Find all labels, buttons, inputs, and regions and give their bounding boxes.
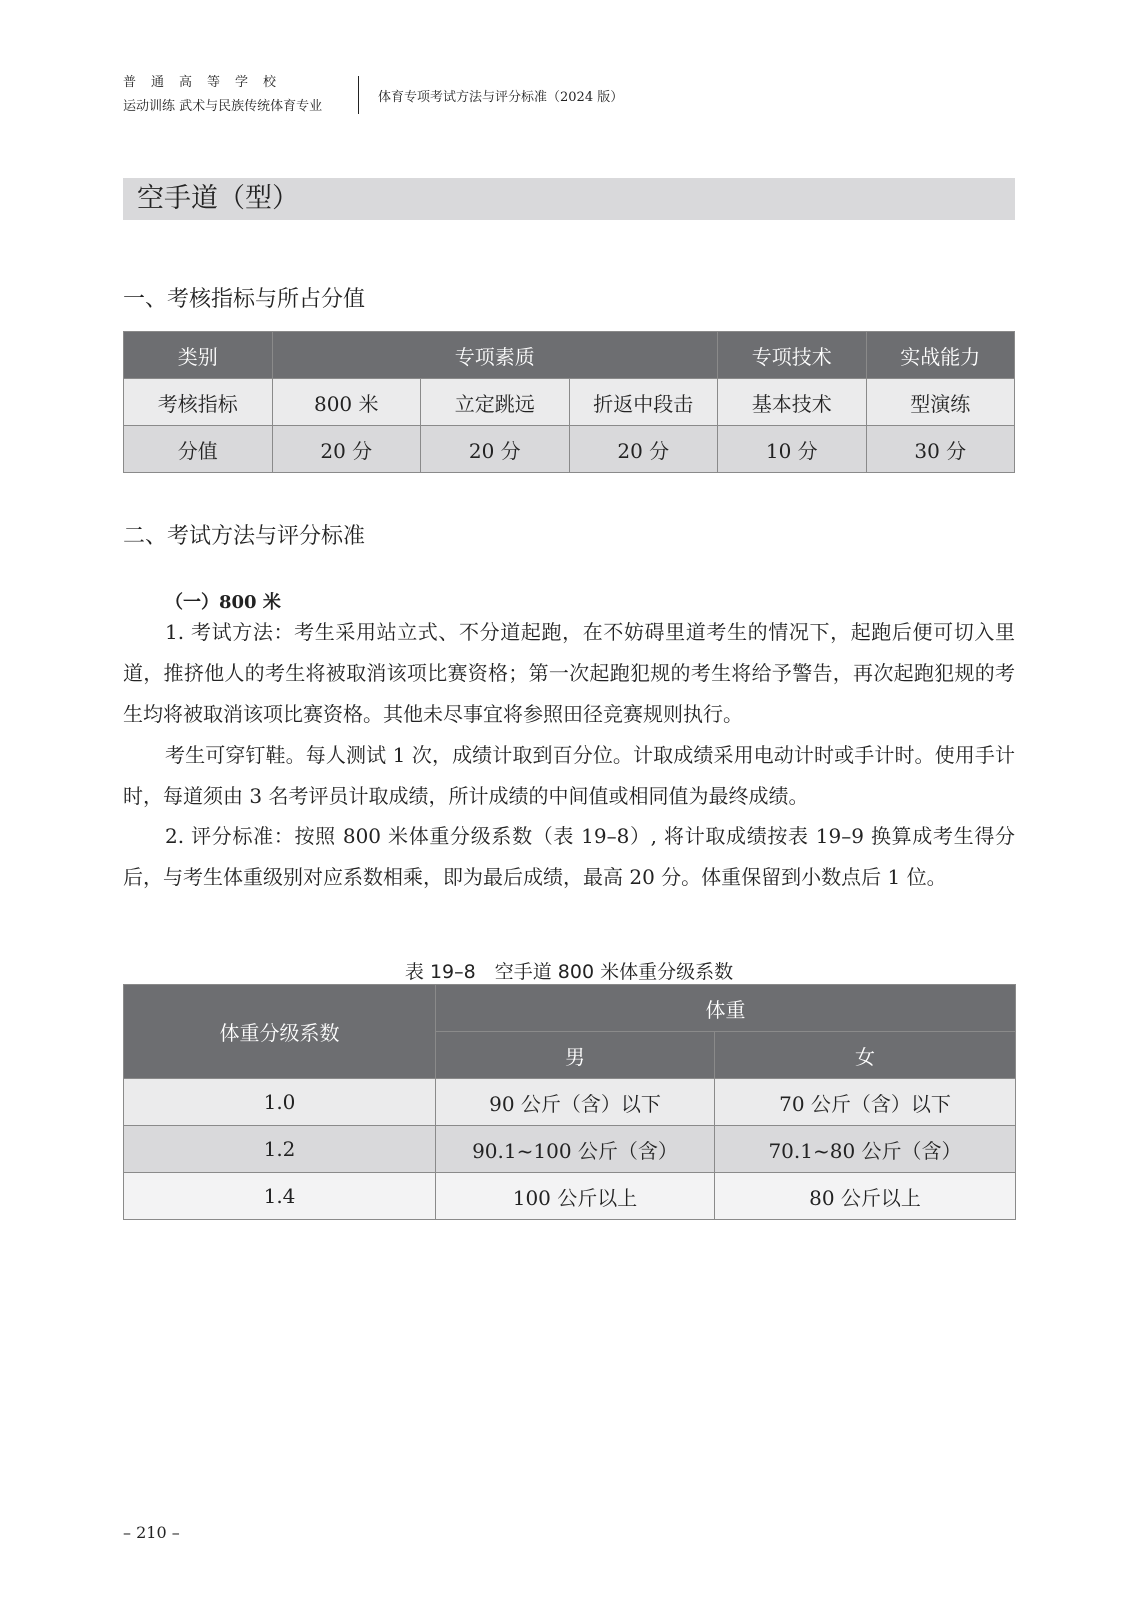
title-bar — [123, 178, 1015, 220]
header-cell-female: 女 — [715, 1032, 1016, 1079]
paragraph-scoring: 2. 评分标准：按照 800 米体重分级系数（表 19–8）, 将计取成绩按表 19–9 换算成考生得分后，与考生体重级别对应系数相乘，即为最后成绩，最高 20 分。体重保留到小数点后 1 位。 — [123, 824, 1015, 889]
table-cell: 20 分 — [569, 426, 718, 473]
header-book-title: 体育专项考试方法与评分标准（2024 版） — [378, 90, 624, 105]
header-divider — [358, 76, 359, 114]
table-cell: 30 分 — [866, 426, 1015, 473]
paragraph-method: 1. 考试方法：考生采用站立式、不分道起跑，在不妨碍里道考生的情况下，起跑后便可切入里道，推挤他人的考生将被取消该项比赛资格；第一次起跑犯规的考生将给予警告，再次起跑犯规的考生均将被取消该项比赛资格。其他未尽事宜将参照田径竞赛规则执行。 — [123, 620, 1015, 726]
table-cell: 70 公斤（含）以下 — [715, 1079, 1016, 1126]
table-caption: 表 19–8 空手道 800 米体重分级系数 — [404, 961, 734, 983]
header-major: 运动训练 武术与民族传统体育专业 — [123, 99, 323, 114]
table-header-row — [124, 332, 1015, 379]
table-cell: 10 分 — [718, 426, 867, 473]
table-cell: 100 公斤以上 — [436, 1173, 715, 1220]
header-cell-coefficient: 体重分级系数 — [124, 985, 436, 1079]
header-school: 普通高等学校 — [123, 75, 292, 90]
subheading-800m: （一）800 米 — [165, 592, 281, 613]
table-cell: 20 分 — [272, 426, 421, 473]
page-title: 空手道（型） — [137, 183, 299, 214]
header-cell-male: 男 — [436, 1032, 715, 1079]
table-cell: 1.0 — [124, 1079, 436, 1126]
section-heading-1: 一、考核指标与所占分值 — [123, 287, 366, 312]
table-row — [124, 426, 1015, 473]
table-cell: 800 米 — [272, 379, 421, 426]
table-row — [124, 1173, 1016, 1220]
table-cell: 70.1~80 公斤（含） — [715, 1126, 1016, 1173]
header-cell-weight: 体重 — [436, 985, 1016, 1032]
table-cell: 1.2 — [124, 1126, 436, 1173]
table-cell: 1.4 — [124, 1173, 436, 1220]
header-cell-technique: 专项技术 — [718, 332, 867, 379]
table-cell: 90.1~100 公斤（含） — [436, 1126, 715, 1173]
header-cell-combat: 实战能力 — [866, 332, 1015, 379]
table-cell: 型演练 — [866, 379, 1015, 426]
table-cell: 分值 — [124, 426, 273, 473]
table-cell: 折返中段击 — [569, 379, 718, 426]
header-cell-quality: 专项素质 — [272, 332, 718, 379]
table-row — [124, 1079, 1016, 1126]
page-number: – 210 – — [123, 1523, 180, 1542]
table-cell: 基本技术 — [718, 379, 867, 426]
indicator-table — [123, 331, 1015, 473]
section-heading-2: 二、考试方法与评分标准 — [123, 524, 366, 549]
table-cell: 立定跳远 — [421, 379, 570, 426]
table-cell: 20 分 — [421, 426, 570, 473]
header-cell-category: 类别 — [124, 332, 273, 379]
weight-coefficient-table — [123, 984, 1016, 1220]
table-cell: 80 公斤以上 — [715, 1173, 1016, 1220]
table-row — [124, 1126, 1016, 1173]
paragraph-timing: 考生可穿钉鞋。每人测试 1 次，成绩计取到百分位。计取成绩采用电动计时或手计时。使用手计时，每道须由 3 名考评员计取成绩，所计成绩的中间值或相同值为最终成绩。 — [123, 743, 1015, 808]
table-cell: 90 公斤（含）以下 — [436, 1079, 715, 1126]
table-row — [124, 379, 1015, 426]
table-header-row — [124, 985, 1016, 1032]
table-cell: 考核指标 — [124, 379, 273, 426]
header-left — [123, 74, 353, 116]
